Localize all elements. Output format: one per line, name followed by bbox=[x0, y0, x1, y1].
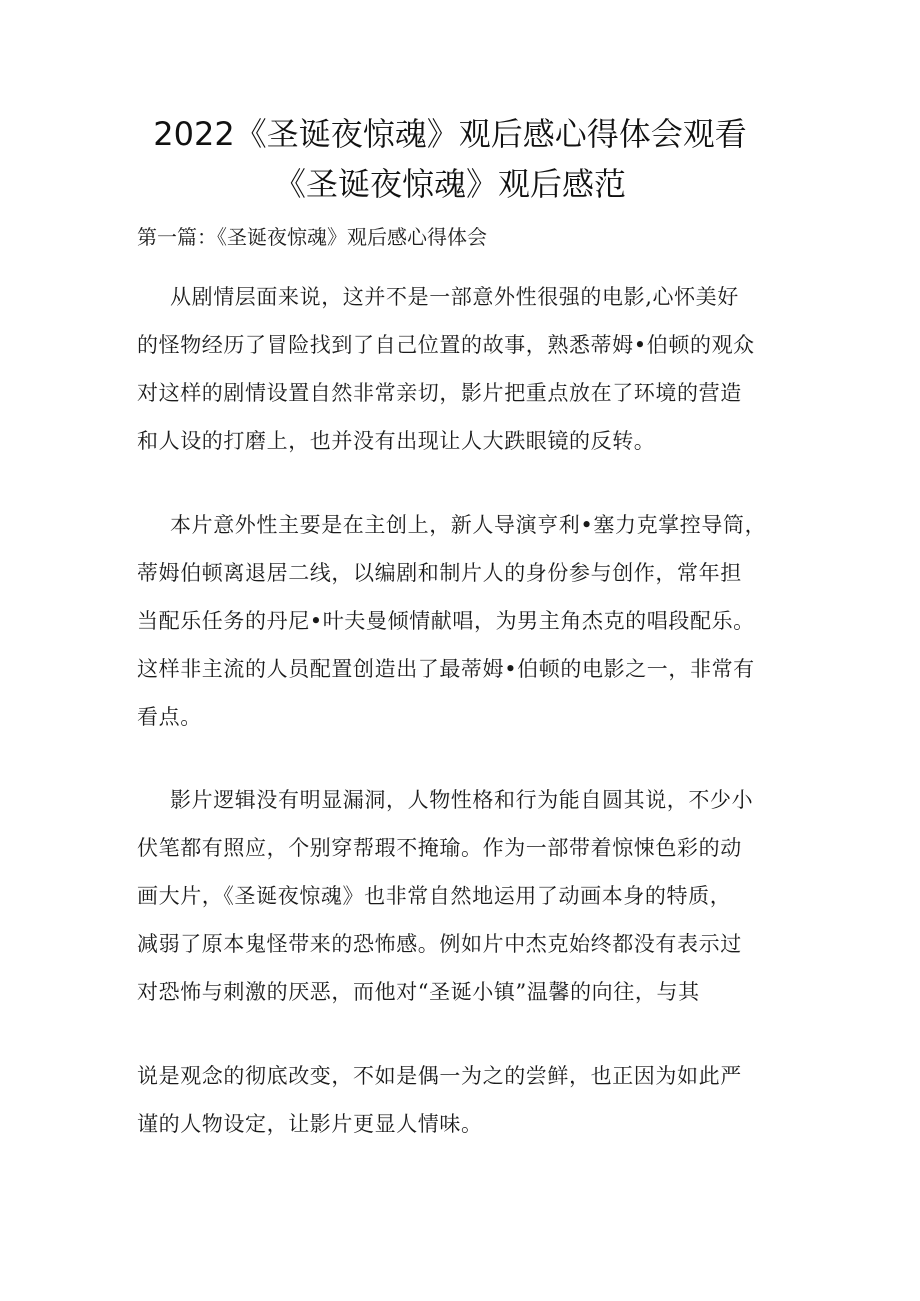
document-title-line-2: 《圣诞夜惊魂》观后感范 bbox=[273, 165, 626, 203]
document-title-line-1: 2022《圣诞夜惊魂》观后感心得体会观看 bbox=[153, 115, 747, 153]
paragraph-line: 对这样的剧情设置自然非常亲切，影片把重点放在了环境的营造 bbox=[137, 381, 742, 405]
paragraph-line: 这样非主流的人员配置创造出了最蒂姆•伯顿的电影之一，非常有 bbox=[137, 657, 755, 681]
paragraph-line: 和人设的打磨上，也并没有出现让人大跌眼镜的反转。 bbox=[137, 429, 656, 453]
paragraph-line: 蒂姆伯顿离退居二线，以编剧和制片人的身份参与创作，常年担 bbox=[137, 561, 742, 585]
paragraph-line: 谨的人物设定，让影片更显人情味。 bbox=[137, 1112, 483, 1136]
paragraph-line: 减弱了原本鬼怪带来的恐怖感。例如片中杰克始终都没有表示过 bbox=[137, 932, 742, 956]
paragraph-line: 看点。 bbox=[137, 705, 202, 729]
paragraph-line: 说是观念的彻底改变，不如是偶一为之的尝鲜，也正因为如此严 bbox=[137, 1064, 742, 1088]
paragraph-line: 伏笔都有照应，个别穿帮瑕不掩瑜。作为一部带着惊悚色彩的动 bbox=[137, 836, 742, 860]
paragraph-line: 当配乐任务的丹尼•叶夫曼倾情献唱，为男主角杰克的唱段配乐。 bbox=[137, 609, 755, 633]
paragraph-line: 影片逻辑没有明显漏洞，人物性格和行为能自圆其说，不少小 bbox=[170, 788, 754, 812]
paragraph-line: 对恐怖与刺激的厌恶，而他对“圣诞小镇”温馨的向往，与其 bbox=[137, 980, 700, 1004]
paragraph-line: 本片意外性主要是在主创上，新人导演亨利•塞力克掌控导筒， bbox=[170, 513, 767, 537]
paragraph-line: 的怪物经历了冒险找到了自己位置的故事，熟悉蒂姆•伯顿的观众 bbox=[137, 333, 755, 357]
section-heading: 第一篇：《圣诞夜惊魂》观后感心得体会 bbox=[137, 225, 487, 249]
paragraph-line: 从剧情层面来说，这并不是一部意外性很强的电影,心怀美好 bbox=[170, 285, 739, 309]
paragraph-line: 画大片，《圣诞夜惊魂》也非常自然地运用了动画本身的特质， bbox=[137, 884, 732, 908]
